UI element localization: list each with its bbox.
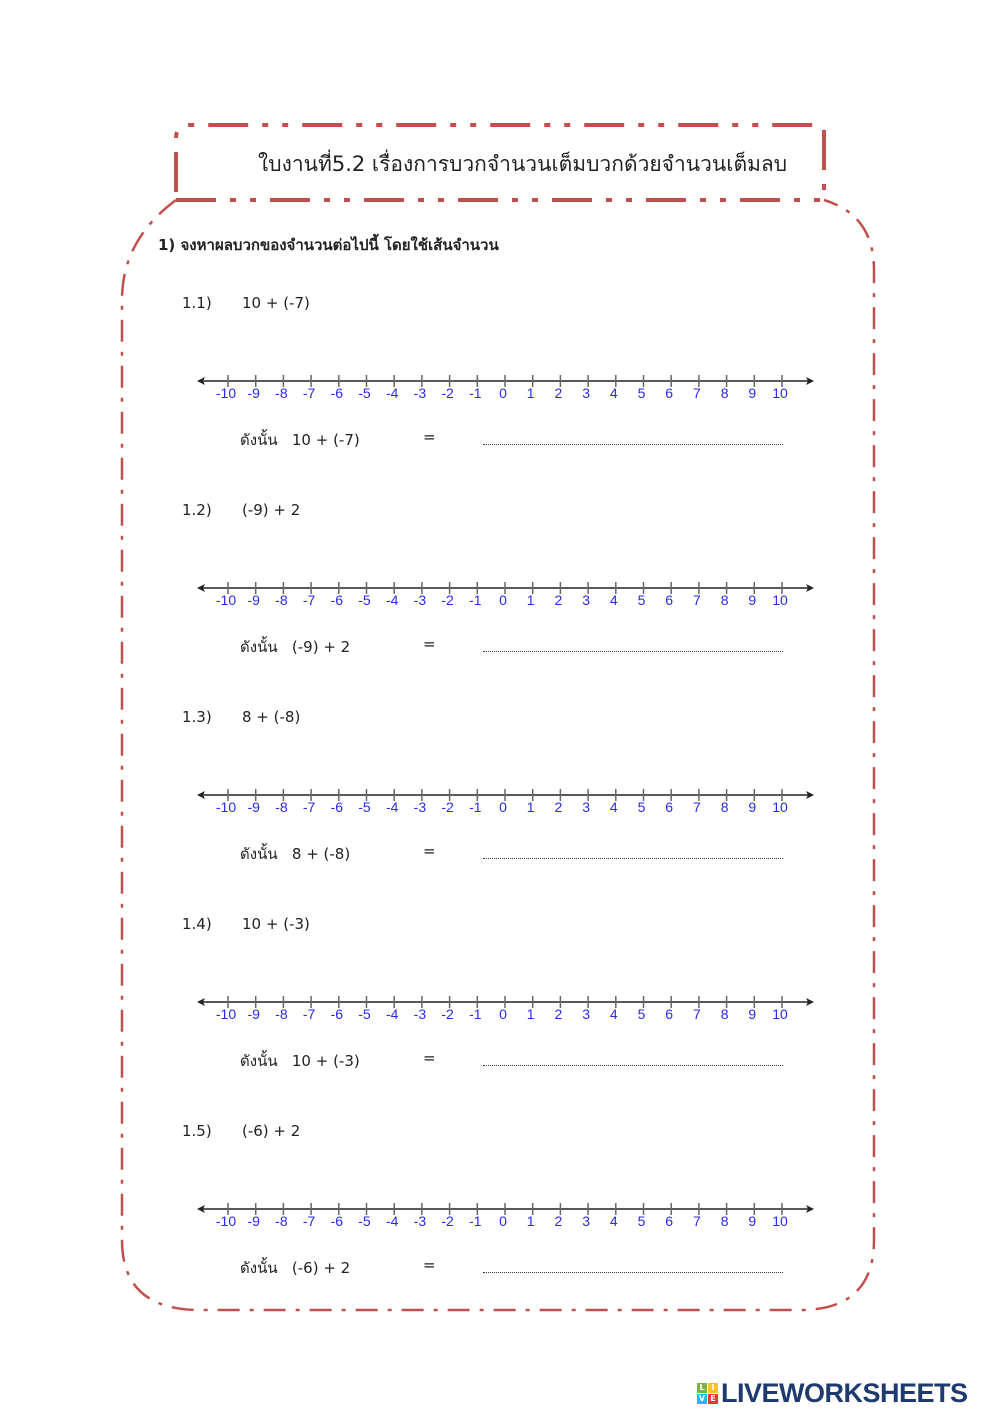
problem-number: 1.1): [182, 294, 212, 312]
tick-label: -7: [302, 1006, 316, 1022]
tick-label: 10: [772, 1006, 788, 1022]
tick-label: -7: [302, 385, 316, 401]
tick-label: -8: [275, 1006, 288, 1022]
problem-expression: (-6) + 2: [242, 1122, 301, 1140]
tick-label: -9: [247, 799, 260, 815]
answer-prefix: ดังนั้น: [240, 431, 278, 449]
tick-label: -4: [385, 1213, 399, 1229]
tick-label: -3: [413, 1213, 427, 1229]
answer-expression: (-6) + 2: [291, 1259, 351, 1277]
tick-label: -10: [215, 385, 237, 401]
instruction: 1) จงหาผลบวกของจำนวนต่อไปนี้ โดยใช้เส้นจำนวน: [158, 236, 499, 254]
tick-label: 0: [499, 385, 507, 401]
worksheet-title: ใบงานที่5.2 เรื่องการบวกจำนวนเต็มบวกด้วยจำนวนเต็มลบ: [258, 152, 788, 176]
tick-label: 9: [748, 1213, 757, 1229]
equals-sign: =: [423, 428, 436, 446]
tick-label: -4: [385, 385, 399, 401]
tick-label: 3: [582, 385, 590, 401]
tick-label: -6: [330, 799, 344, 815]
tick-label: -9: [247, 385, 260, 401]
tick-label: 9: [748, 799, 757, 815]
equals-sign: =: [423, 635, 436, 653]
problem-expression: 10 + (-3): [242, 915, 310, 933]
tick-label: -5: [358, 799, 371, 815]
problem-number: 1.3): [182, 708, 212, 726]
problem-number: 1.2): [182, 501, 212, 519]
tick-label: -2: [441, 1006, 454, 1022]
tick-label: 8: [720, 1006, 729, 1022]
problem-1: [182, 294, 310, 312]
tick-label: 10: [772, 385, 788, 401]
tick-label: -7: [302, 592, 316, 608]
tick-label: 9: [748, 592, 757, 608]
equals-sign: =: [423, 842, 436, 860]
tick-label: 4: [609, 592, 618, 608]
tick-label: -8: [275, 592, 288, 608]
tick-label: 1: [526, 799, 535, 815]
tick-label: 7: [692, 592, 701, 608]
tick-label: 0: [499, 592, 507, 608]
tick-label: -3: [413, 1006, 427, 1022]
tick-label: 2: [554, 385, 563, 401]
answer-prefix: ดังนั้น: [240, 845, 278, 863]
answer-blank[interactable]: [483, 844, 783, 859]
tick-label: -5: [358, 1213, 371, 1229]
tick-label: 7: [692, 799, 701, 815]
tick-label: -1: [469, 1006, 482, 1022]
tick-label: 5: [637, 592, 646, 608]
tick-label: 3: [582, 1006, 590, 1022]
tick-label: -8: [275, 799, 288, 815]
tick-label: 1: [526, 592, 535, 608]
tick-label: 2: [554, 1213, 563, 1229]
tick-label: -9: [247, 592, 260, 608]
answer-blank[interactable]: [483, 637, 783, 652]
answer-row: [240, 842, 436, 866]
tick-label: -4: [385, 799, 399, 815]
tick-label: -5: [358, 1006, 371, 1022]
tick-label: 5: [637, 1213, 646, 1229]
problem-5: [182, 1122, 300, 1140]
logo-blocks-icon: L I V E: [697, 1383, 718, 1404]
tick-label: 10: [772, 592, 788, 608]
tick-label: -10: [215, 1213, 237, 1229]
tick-label: 1: [526, 1006, 535, 1022]
tick-label: -8: [275, 1213, 288, 1229]
tick-label: -5: [358, 592, 371, 608]
problem-number: 1.5): [182, 1122, 212, 1140]
tick-label: 7: [692, 1006, 701, 1022]
tick-label: 3: [582, 1213, 590, 1229]
tick-label: -5: [358, 385, 371, 401]
answer-expression: 8 + (-8): [291, 845, 351, 863]
tick-label: 1: [526, 1213, 535, 1229]
tick-label: 6: [665, 1006, 674, 1022]
tick-label: 3: [582, 799, 590, 815]
number-line: [195, 1199, 820, 1239]
problem-expression: (-9) + 2: [242, 501, 301, 519]
equals-sign: =: [423, 1256, 436, 1274]
number-line: [195, 785, 820, 825]
tick-label: -6: [330, 1213, 344, 1229]
tick-label: -9: [247, 1213, 260, 1229]
tick-label: 2: [554, 799, 563, 815]
tick-label: -8: [275, 385, 288, 401]
tick-label: 4: [609, 799, 618, 815]
answer-row: [240, 1256, 436, 1280]
tick-label: 2: [554, 1006, 563, 1022]
tick-label: 0: [499, 1213, 507, 1229]
answer-expression: 10 + (-3): [291, 1052, 360, 1070]
answer-prefix: ดังนั้น: [240, 1259, 278, 1277]
tick-label: -1: [469, 592, 482, 608]
answer-expression: (-9) + 2: [291, 638, 351, 656]
tick-label: -10: [215, 799, 237, 815]
equals-sign: =: [423, 1049, 436, 1067]
answer-expression: 10 + (-7): [291, 431, 360, 449]
tick-label: 2: [554, 592, 563, 608]
tick-label: 4: [609, 1213, 618, 1229]
answer-blank[interactable]: [483, 1258, 783, 1273]
tick-label: 5: [637, 1006, 646, 1022]
tick-label: 10: [772, 799, 788, 815]
answer-prefix: ดังนั้น: [240, 638, 278, 656]
tick-label: -1: [469, 385, 482, 401]
problem-2: [182, 501, 300, 519]
tick-label: -7: [302, 1213, 316, 1229]
tick-label: -10: [215, 592, 237, 608]
tick-label: 7: [692, 1213, 701, 1229]
problem-3: [182, 708, 300, 726]
tick-label: 5: [637, 385, 646, 401]
answer-row: [240, 1049, 436, 1073]
tick-label: 6: [665, 385, 674, 401]
tick-label: 6: [665, 799, 674, 815]
tick-label: -10: [215, 1006, 237, 1022]
tick-label: -3: [413, 385, 427, 401]
tick-label: -2: [441, 799, 454, 815]
problem-4: [182, 915, 310, 933]
problem-number: 1.4): [182, 915, 212, 933]
tick-label: -4: [385, 592, 399, 608]
tick-label: 9: [748, 1006, 757, 1022]
tick-label: 8: [720, 799, 729, 815]
tick-label: 6: [665, 592, 674, 608]
tick-label: -3: [413, 799, 427, 815]
tick-label: 9: [748, 385, 757, 401]
tick-label: 8: [720, 1213, 729, 1229]
tick-label: 3: [582, 592, 590, 608]
problem-expression: 10 + (-7): [242, 294, 310, 312]
tick-label: 0: [499, 1006, 507, 1022]
tick-label: 5: [637, 799, 646, 815]
tick-label: 1: [526, 385, 535, 401]
tick-label: 8: [720, 592, 729, 608]
tick-label: -4: [385, 1006, 399, 1022]
number-line: [195, 578, 820, 618]
answer-row: [240, 635, 436, 659]
tick-label: 4: [609, 385, 618, 401]
tick-label: 8: [720, 385, 729, 401]
tick-label: 6: [665, 1213, 674, 1229]
tick-label: -2: [441, 592, 454, 608]
tick-label: 0: [499, 799, 507, 815]
tick-label: -6: [330, 1006, 344, 1022]
tick-label: 4: [609, 1006, 618, 1022]
problem-expression: 8 + (-8): [242, 708, 301, 726]
tick-label: -2: [441, 385, 454, 401]
answer-blank[interactable]: [483, 430, 783, 445]
tick-label: -7: [302, 799, 316, 815]
tick-label: -2: [441, 1213, 454, 1229]
tick-label: -6: [330, 592, 344, 608]
answer-row: [240, 428, 436, 452]
tick-label: -9: [247, 1006, 260, 1022]
logo-text: LIVEWORKSHEETS: [721, 1378, 968, 1408]
liveworksheets-logo: [697, 1378, 968, 1409]
tick-label: -1: [469, 1213, 482, 1229]
number-line: [195, 371, 820, 411]
tick-label: -6: [330, 385, 344, 401]
answer-blank[interactable]: [483, 1051, 783, 1066]
number-line: [195, 992, 820, 1032]
tick-label: -1: [469, 799, 482, 815]
tick-label: 10: [772, 1213, 788, 1229]
answer-prefix: ดังนั้น: [240, 1052, 278, 1070]
tick-label: -3: [413, 592, 427, 608]
tick-label: 7: [692, 385, 701, 401]
